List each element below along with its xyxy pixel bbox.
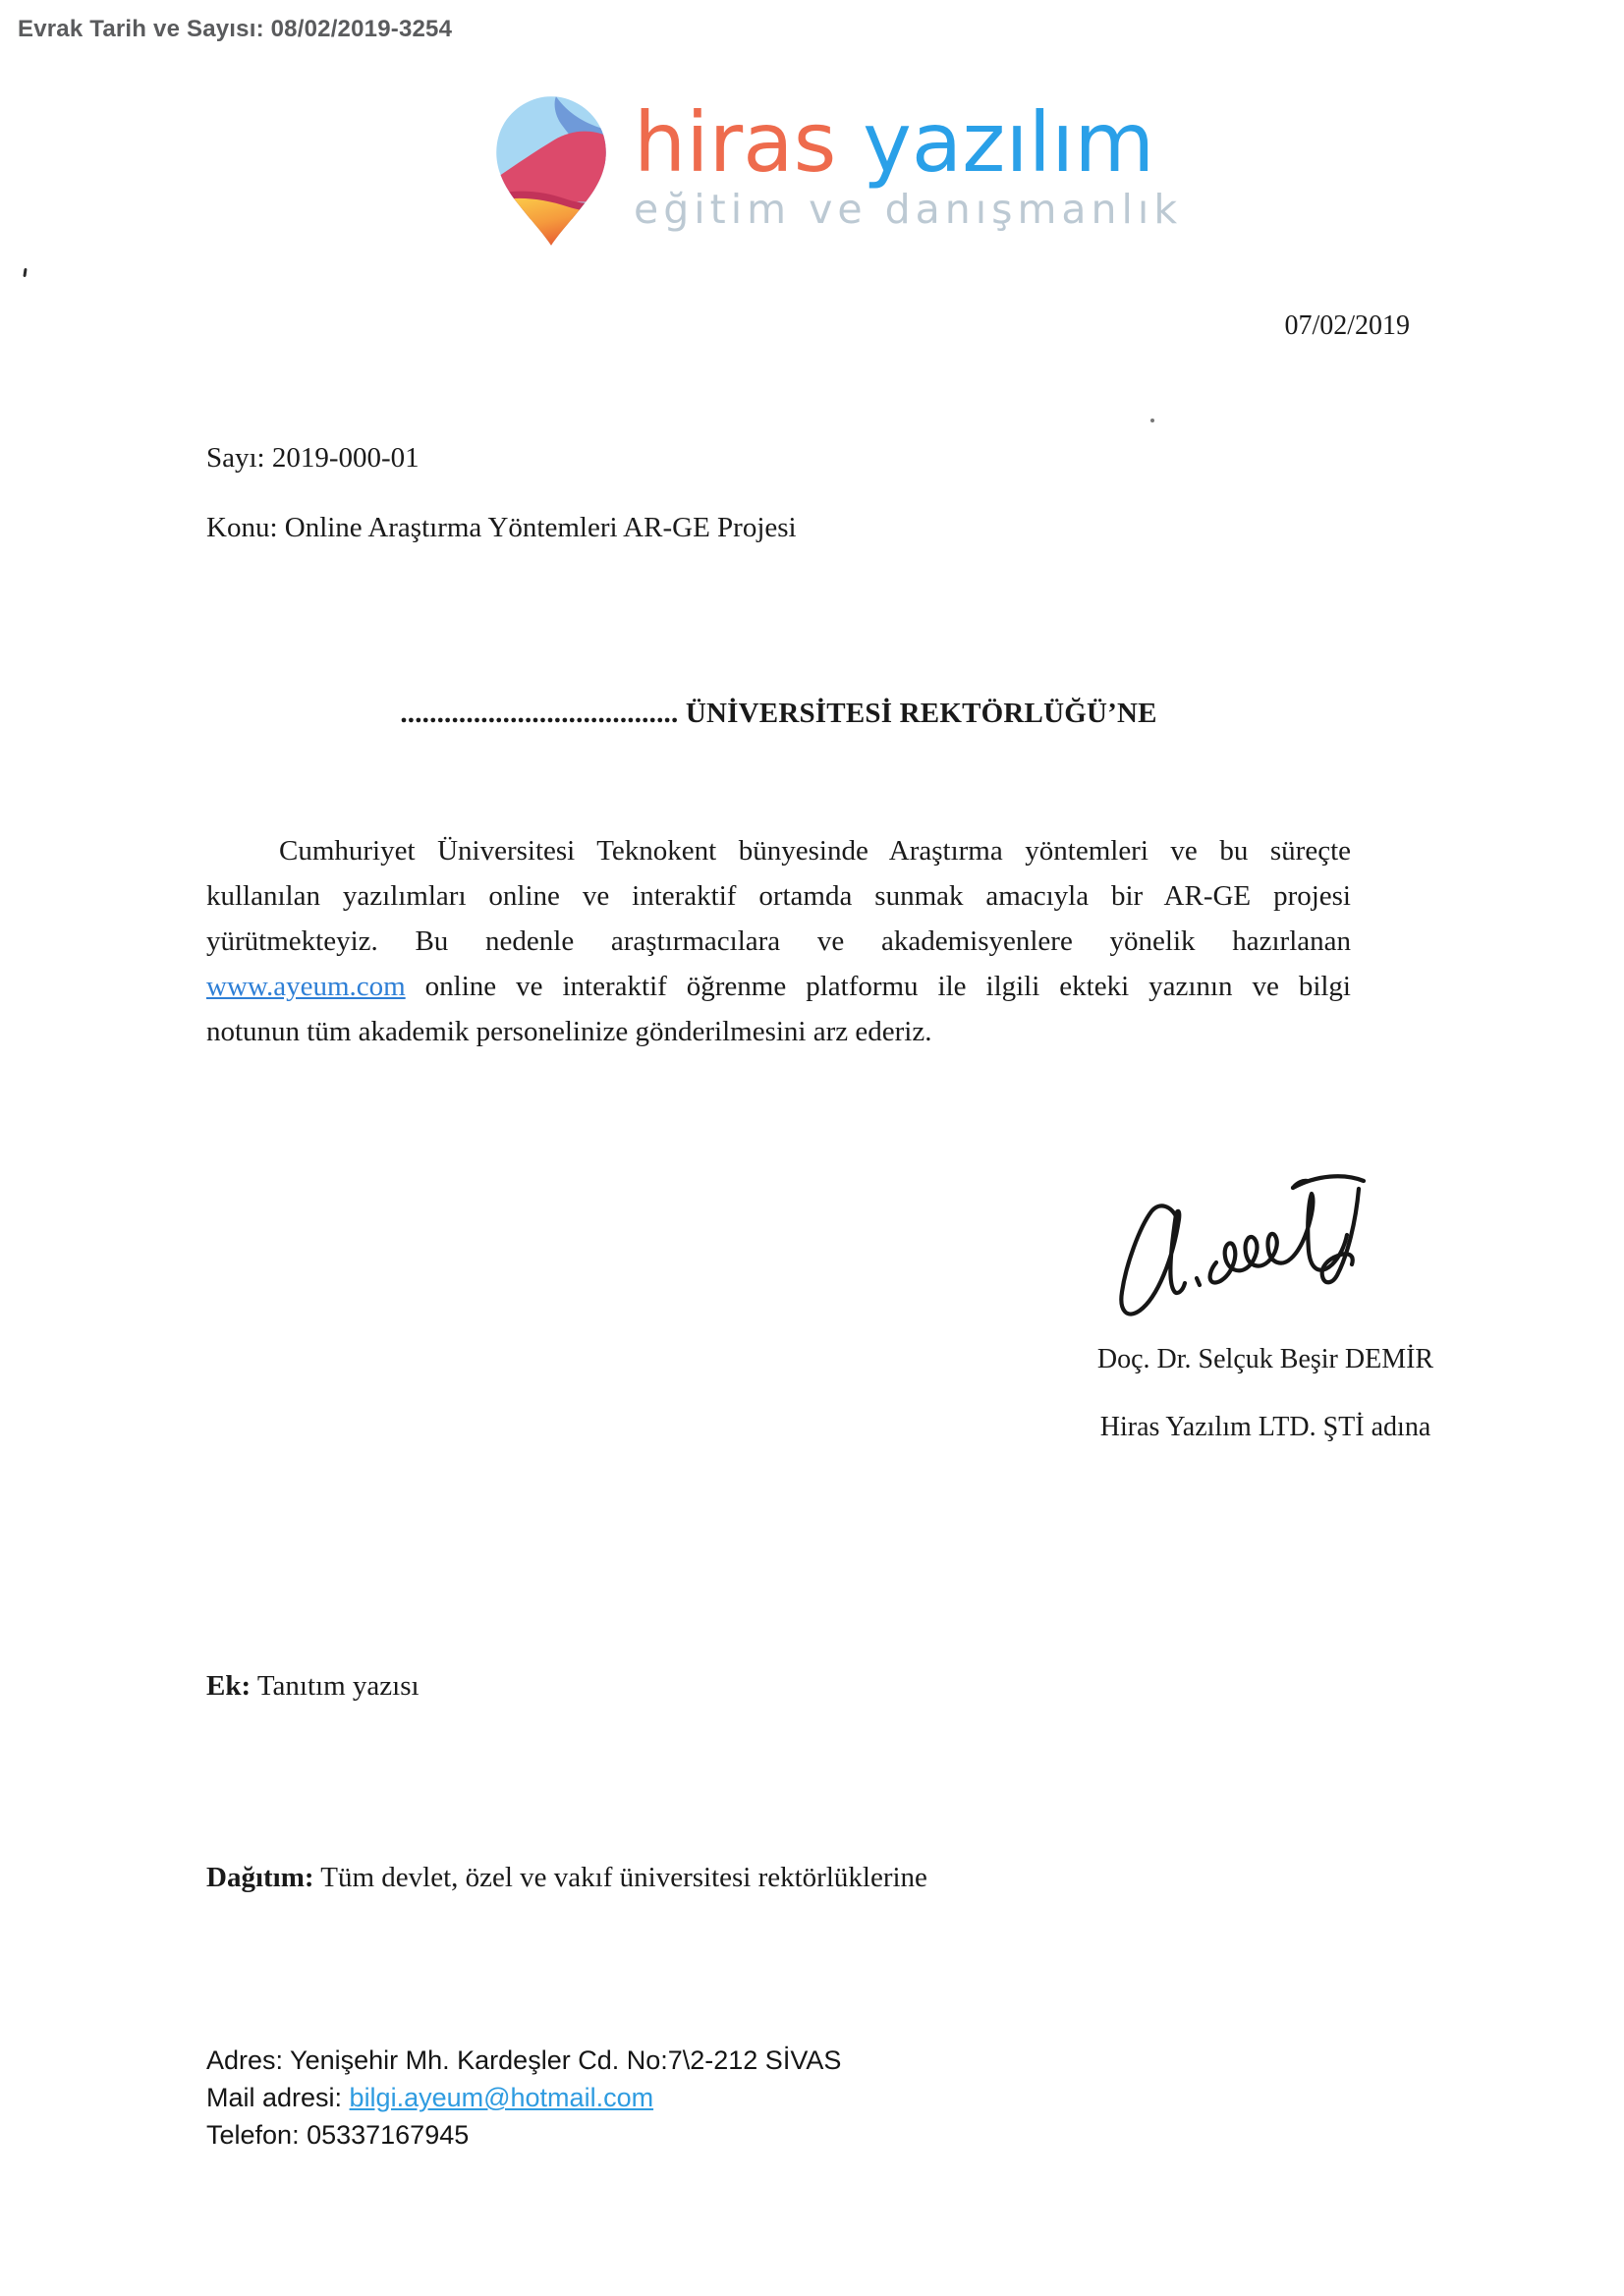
- signer-name: Doç. Dr. Selçuk Beşir DEMİR: [1096, 1344, 1434, 1374]
- body-paragraph: [206, 828, 1351, 1054]
- scan-artifact: [23, 268, 27, 277]
- mail-link[interactable]: bilgi.ayeum@hotmail.com: [349, 2083, 654, 2112]
- scan-artifact: [1150, 419, 1154, 422]
- hiras-logo: [488, 93, 1183, 255]
- body-line-3: yürütmekteyiz. Bu nedenle araştırmacılara ve akademisyenlere yönelik hazırlanan: [206, 925, 1351, 957]
- distribution-value: Tüm devlet, özel ve vakıf üniversitesi rektörlüklerine: [313, 1862, 927, 1893]
- brand-hiras: hiras: [634, 94, 837, 191]
- handwritten-signature: [1098, 1164, 1388, 1336]
- letter-date: 07/02/2019: [1284, 310, 1410, 341]
- brand-yazilim: yazılım: [863, 94, 1155, 191]
- ayeum-link[interactable]: www.ayeum.com: [206, 971, 406, 1002]
- signer-company: Hiras Yazılım LTD. ŞTİ adına: [1099, 1412, 1431, 1442]
- footer-mail-label: Mail adresi:: [206, 2083, 350, 2112]
- signer-block: [1067, 1344, 1464, 1443]
- footer-contact: [206, 2042, 841, 2154]
- footer-mail: [206, 2079, 841, 2116]
- distribution-label: Dağıtım:: [206, 1862, 314, 1893]
- body-line-2: kullanılan yazılımları online ve interaktif ortamda sunmak amacıyla bir AR-GE projesi: [206, 880, 1351, 912]
- location-pin-icon: [488, 93, 614, 249]
- attachment-line: [206, 1670, 420, 1703]
- attachment-label: Ek:: [206, 1670, 252, 1702]
- distribution-line: [206, 1862, 927, 1894]
- logo-tagline: eğitim ve danışmanlık: [634, 186, 1183, 233]
- sayi-line: Sayı: 2019-000-01: [206, 442, 420, 474]
- body-line-1: Cumhuriyet Üniversitesi Teknokent bünyesinde Araştırma yöntemleri ve bu süreçte: [279, 835, 1351, 867]
- footer-address: Adres: Yenişehir Mh. Kardeşler Cd. No:7\2-212 SİVAS: [206, 2045, 842, 2075]
- footer-phone: Telefon: 05337167945: [206, 2120, 470, 2150]
- body-line-4: [206, 964, 1351, 1009]
- body-line-5: notunun tüm akademik personelinize gönderilmesini arz ederiz.: [206, 1016, 932, 1047]
- konu-line: Konu: Online Araştırma Yöntemleri AR-GE Projesi: [206, 512, 797, 543]
- attachment-value: Tanıtım yazısı: [251, 1670, 420, 1702]
- logo-wordmark: [634, 94, 1183, 233]
- recipient-heading: ...................................... ÜNİVERSİTESİ REKTÖRLÜĞÜ’NE: [400, 698, 1157, 729]
- body-line-4-text: online ve interaktif öğrenme platformu ile ilgili ekteki yazının ve bilgi: [405, 971, 1351, 1002]
- registry-stamp: Evrak Tarih ve Sayısı: 08/02/2019-3254: [18, 16, 453, 42]
